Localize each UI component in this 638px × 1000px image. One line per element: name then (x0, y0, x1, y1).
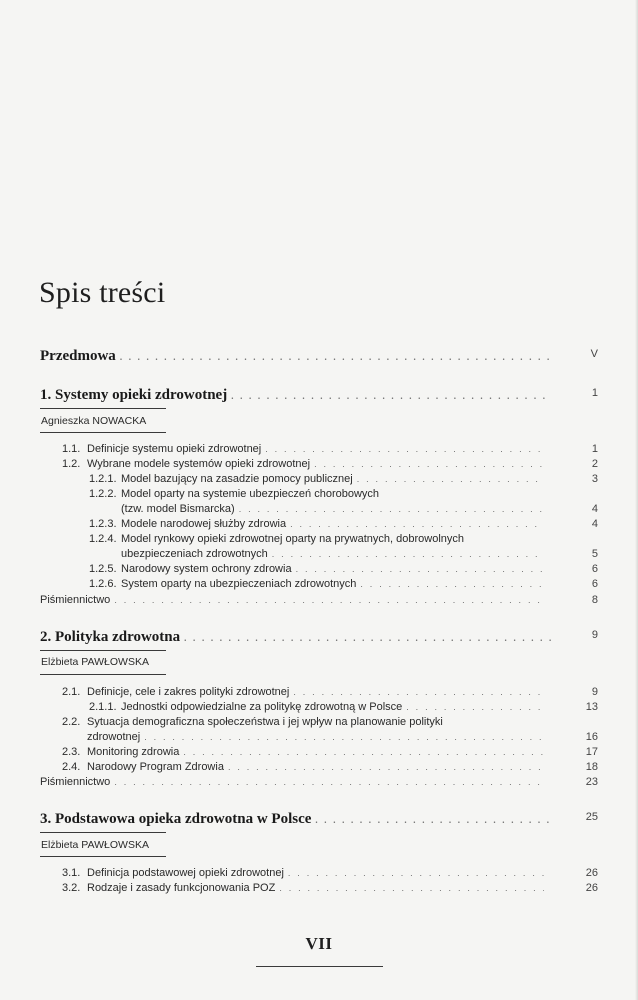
toc-entry[interactable] (40, 776, 598, 792)
dot-leader (293, 687, 544, 697)
entry-page: 18 (585, 761, 598, 773)
dot-leader (406, 702, 544, 712)
entry-title: Monitoring zdrowia (87, 746, 180, 758)
entry-title: Wybrane modele systemów opieki zdrowotnej (87, 458, 311, 470)
chapter-rule (40, 408, 166, 409)
entry-number: 3.2. (62, 882, 81, 894)
entry-page: 3 (591, 473, 598, 485)
toc-entry[interactable] (62, 686, 598, 702)
entry-page: 8 (591, 594, 598, 606)
entry-number: 1.2.3. (89, 518, 117, 530)
entry-page: 5 (591, 548, 598, 560)
entry-page: 4 (591, 503, 598, 515)
dot-leader (314, 459, 544, 469)
entry-title: Narodowy system ochrony zdrowia (121, 563, 292, 575)
entry-title: Piśmiennictwo (40, 594, 111, 606)
entry-title: Model rynkowy opieki zdrowotnej oparty na prywatnych, dobrowolnych (121, 533, 465, 545)
chapter-title: 1. Systemy opieki zdrowotnej (40, 387, 228, 403)
toc-entry[interactable] (89, 518, 598, 534)
chapter-author: Elżbieta PAWŁOWSKA (41, 656, 149, 668)
toc-entry[interactable] (62, 867, 598, 883)
toc-preface-page: V (590, 348, 598, 360)
entry-number: 1.2.2. (89, 488, 117, 500)
dot-leader (239, 504, 544, 514)
chapter-author: Agnieszka NOWACKA (41, 415, 147, 427)
dot-leader (296, 564, 544, 574)
entry-title-cont: ubezpieczeniach zdrowotnych (121, 548, 268, 560)
entry-page: 6 (591, 563, 598, 575)
entry-page: 6 (591, 578, 598, 590)
entry-title-cont: zdrowotnej (87, 731, 141, 743)
chapter-page: 9 (591, 629, 598, 641)
dot-leader (288, 868, 544, 878)
entry-title: Rodzaje i zasady funkcjonowania POZ (87, 882, 276, 894)
toc-entry-line (62, 716, 443, 728)
toc-entry[interactable] (62, 882, 598, 898)
entry-page: 23 (585, 776, 598, 788)
entry-number: 1.2.1. (89, 473, 117, 485)
toc-entry[interactable] (62, 443, 598, 459)
dot-leader (228, 762, 544, 772)
chapter-rule (40, 650, 166, 651)
entry-title: Piśmiennictwo (40, 776, 111, 788)
entry-title: System oparty na ubezpieczeniach zdrowotnych (121, 578, 357, 590)
toc-chapter-2[interactable] (40, 629, 598, 645)
dot-leader (120, 352, 552, 362)
entry-page: 16 (585, 731, 598, 743)
author-rule (40, 856, 166, 857)
page-title: Spis treści (39, 276, 166, 309)
toc-entry[interactable] (89, 578, 598, 594)
entry-number: 2.2. (62, 716, 81, 728)
toc-entry[interactable] (121, 548, 598, 564)
toc-entry-line (89, 488, 379, 500)
entry-title: Definicja podstawowej opieki zdrowotnej (87, 867, 284, 879)
entry-number: 2.1.1. (89, 701, 117, 713)
dot-leader (290, 519, 544, 529)
toc-entry[interactable] (89, 563, 598, 579)
toc-entry[interactable] (62, 761, 598, 777)
chapter-author: Elżbieta PAWŁOWSKA (41, 839, 149, 851)
chapter-page: 25 (585, 811, 598, 823)
chapter-title: 3. Podstawowa opieka zdrowotna w Polsce (40, 811, 312, 827)
entry-title: Definicje, cele i zakres polityki zdrowotnej (87, 686, 290, 698)
entry-title: Definicje systemu opieki zdrowotnej (87, 443, 262, 455)
chapter-page: 1 (591, 387, 598, 399)
toc-entry[interactable] (62, 458, 598, 474)
dot-leader (183, 747, 544, 757)
entry-title: Sytuacja demograficzna społeczeństwa i jej wpływ na planowanie polityki (87, 716, 443, 728)
dot-leader (144, 732, 544, 742)
dot-leader (265, 444, 544, 454)
dot-leader (357, 474, 544, 484)
entry-title-cont: (tzw. model Bismarcka) (121, 503, 235, 515)
entry-number: 1.2.4. (89, 533, 117, 545)
dot-leader (231, 391, 552, 401)
dot-leader (279, 883, 544, 893)
toc-preface[interactable] (40, 348, 598, 364)
page-number-rule (256, 966, 383, 967)
toc-entry[interactable] (89, 701, 598, 717)
entry-page: 9 (591, 686, 598, 698)
toc-preface-label: Przedmowa (40, 348, 116, 364)
dot-leader (360, 579, 544, 589)
entry-number: 2.4. (62, 761, 81, 773)
chapter-rule (40, 832, 166, 833)
toc-entry[interactable] (89, 473, 598, 489)
entry-page: 1 (591, 443, 598, 455)
entry-page: 26 (585, 867, 598, 879)
entry-number: 3.1. (62, 867, 81, 879)
entry-page: 4 (591, 518, 598, 530)
toc-entry[interactable] (121, 503, 598, 519)
entry-title: Model oparty na systemie ubezpieczeń chorobowych (121, 488, 380, 500)
toc-entry[interactable] (62, 746, 598, 762)
toc-entry-line (89, 533, 464, 545)
entry-number: 1.2.6. (89, 578, 117, 590)
author-rule (40, 432, 166, 433)
dot-leader (272, 549, 544, 559)
entry-page: 17 (585, 746, 598, 758)
entry-number: 2.1. (62, 686, 81, 698)
toc-entry[interactable] (40, 594, 598, 610)
entry-page: 2 (591, 458, 598, 470)
toc-chapter-3[interactable] (40, 811, 598, 827)
chapter-title: 2. Polityka zdrowotna (40, 629, 181, 645)
entry-number: 1.1. (62, 443, 81, 455)
entry-title: Narodowy Program Zdrowia (87, 761, 224, 773)
author-rule (40, 674, 166, 675)
entry-number: 2.3. (62, 746, 81, 758)
toc-chapter-1[interactable] (40, 387, 598, 403)
dot-leader (114, 595, 544, 605)
page-number: VII (305, 934, 333, 953)
entry-title: Jednostki odpowiedzialne za politykę zdrowotną w Polsce (121, 701, 403, 713)
dot-leader (184, 633, 552, 643)
entry-page: 26 (585, 882, 598, 894)
entry-number: 1.2. (62, 458, 81, 470)
entry-page: 13 (585, 701, 598, 713)
entry-title: Modele narodowej służby zdrowia (121, 518, 287, 530)
entry-number: 1.2.5. (89, 563, 117, 575)
toc-entry[interactable] (87, 731, 598, 747)
entry-title: Model bazujący na zasadzie pomocy publicznej (121, 473, 353, 485)
dot-leader (315, 815, 552, 825)
dot-leader (114, 777, 544, 787)
